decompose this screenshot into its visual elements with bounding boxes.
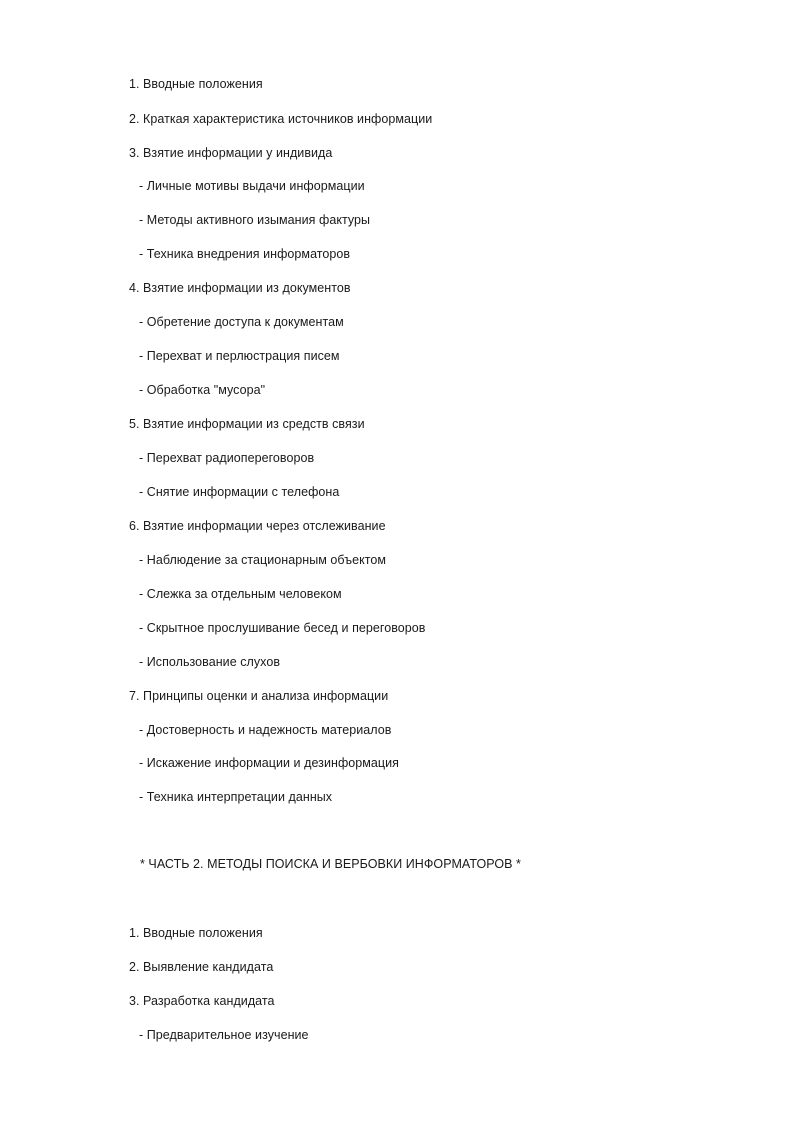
- toc-item: 2. Выявление кандидата: [129, 960, 274, 974]
- toc-subitem: - Обретение доступа к документам: [139, 315, 344, 329]
- toc-subitem: - Техника внедрения информаторов: [139, 247, 351, 261]
- toc-subitem: - Техника интерпретации данных: [139, 790, 333, 804]
- toc-item: 1. Вводные положения: [129, 926, 263, 940]
- toc-subitem: - Использование слухов: [139, 655, 281, 669]
- toc-subitem: - Скрытное прослушивание бесед и переговоров: [139, 621, 426, 635]
- toc-item: 3. Разработка кандидата: [129, 994, 275, 1008]
- toc-subitem: - Снятие информации с телефона: [139, 485, 340, 499]
- toc-subitem: - Слежка за отдельным человеком: [139, 587, 342, 601]
- toc-item: 6. Взятие информации через отслеживание: [129, 519, 386, 533]
- toc-subitem: - Перехват радиопереговоров: [139, 451, 315, 465]
- toc-subitem: - Перехват и перлюстрация писем: [139, 349, 340, 363]
- toc-item: 4. Взятие информации из документов: [129, 281, 351, 295]
- toc-subitem: - Обработка "мусора": [139, 383, 266, 397]
- toc-subitem: - Наблюдение за стационарным объектом: [139, 553, 387, 567]
- toc-subitem: - Личные мотивы выдачи информации: [139, 179, 365, 193]
- toc-subitem: - Предварительное изучение: [139, 1028, 309, 1042]
- toc-item: 7. Принципы оценки и анализа информации: [129, 689, 389, 703]
- toc-item: 2. Краткая характеристика источников информации: [129, 112, 433, 126]
- toc-item: 3. Взятие информации у индивида: [129, 146, 333, 160]
- toc-item: 1. Вводные положения: [129, 77, 263, 91]
- toc-subitem: - Искажение информации и дезинформация: [139, 756, 399, 770]
- toc-item: 5. Взятие информации из средств связи: [129, 417, 365, 431]
- part-heading: * ЧАСТЬ 2. МЕТОДЫ ПОИСКА И ВЕРБОВКИ ИНФОРМАТОРОВ *: [140, 857, 521, 871]
- toc-subitem: - Методы активного изымания фактуры: [139, 213, 371, 227]
- toc-subitem: - Достоверность и надежность материалов: [139, 723, 392, 737]
